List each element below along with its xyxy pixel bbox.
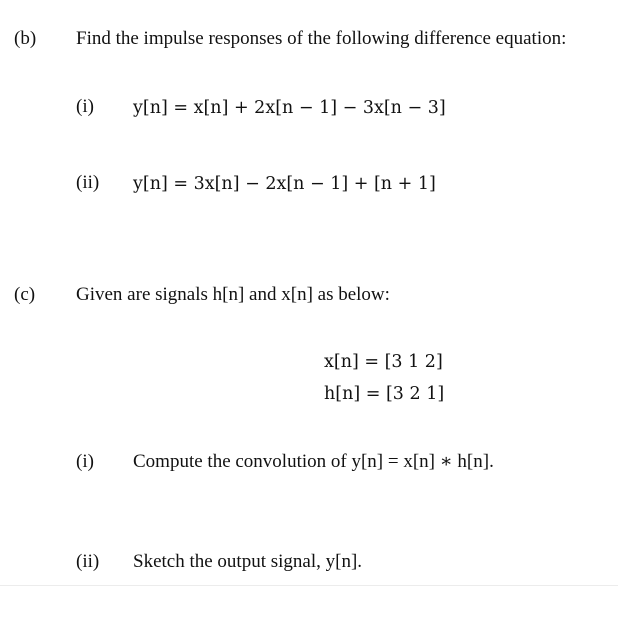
page-divider — [0, 585, 618, 586]
part-c-item-2-text: Sketch the output signal, y[n]. — [133, 551, 363, 572]
part-b-item-1-equation: y[n] = x[n] + 2x[n − 1] − 3x[n − 3] — [133, 98, 446, 118]
part-c-item-1-label: (i) — [76, 451, 94, 472]
signal-h: h[n] = [3 2 1] — [324, 384, 445, 404]
part-c-item-2-label: (ii) — [76, 551, 100, 572]
part-b-item-1-label: (i) — [76, 96, 94, 117]
part-c-label: (c) — [14, 284, 36, 305]
part-b-question: Find the impulse responses of the following difference equation: — [76, 28, 567, 49]
part-b-item-2-label: (ii) — [76, 172, 100, 193]
signal-x: x[n] = [3 1 2] — [324, 352, 443, 372]
part-b-item-2-equation: y[n] = 3x[n] − 2x[n − 1] + [n + 1] — [133, 174, 436, 194]
part-c-question: Given are signals h[n] and x[n] as below: — [76, 284, 390, 305]
part-c-item-1-text: Compute the convolution of y[n] = x[n] ∗ h[n]. — [133, 451, 494, 472]
part-b-label: (b) — [14, 28, 37, 49]
